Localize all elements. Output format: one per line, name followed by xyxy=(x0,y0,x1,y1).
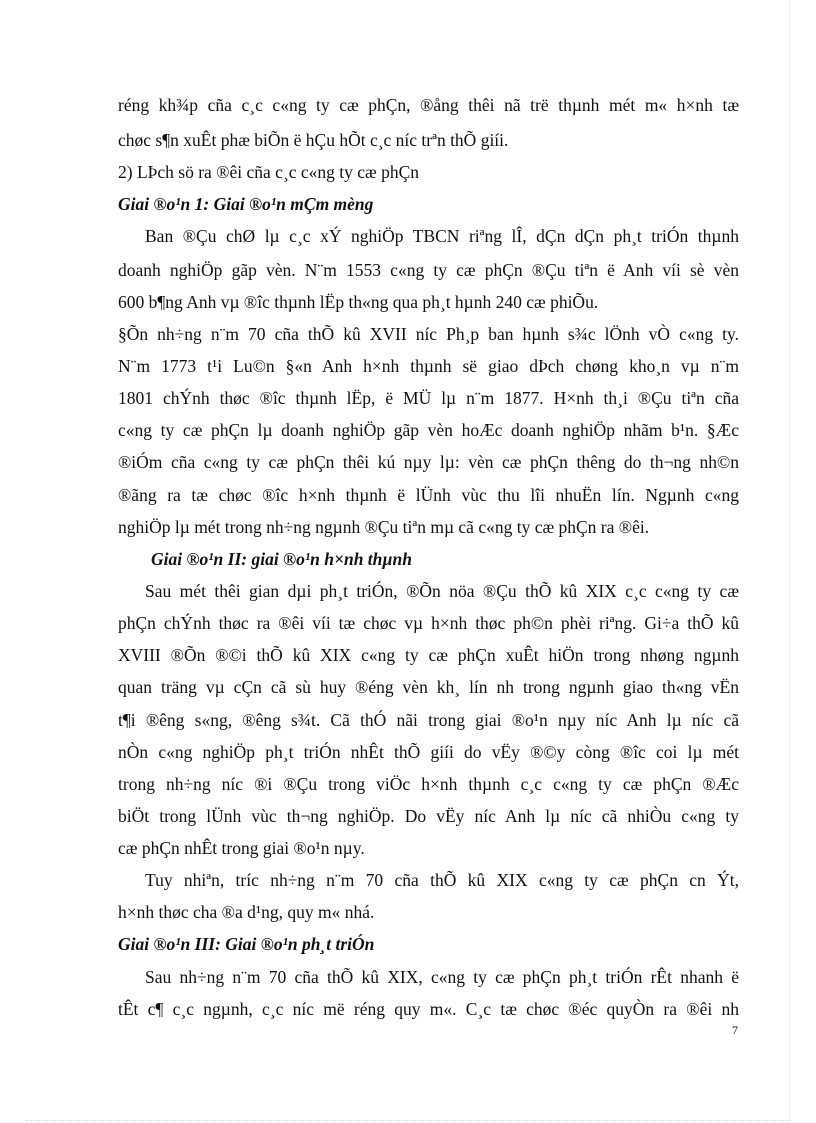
body-line: c«ng ty cæ phÇn lµ doanh nghiÖp gãp vèn hoÆc doanh nghiÖp nhãm b¹n. §Æc xyxy=(118,420,739,440)
body-line: §Õn nh÷ng n¨m 70 cña thÕ kû XVII níc Ph¸p ban hµnh s¾c lÖnh vÒ c«ng ty. xyxy=(118,324,739,344)
subheading-stage-3: Giai ®o¹n III: Giai ®o¹n ph¸t triÓn xyxy=(118,934,375,954)
body-line: Tuy nhiªn, tríc nh÷ng n¨m 70 cña thÕ kû XIX c«ng ty cæ phÇn cn Ýt, xyxy=(145,870,739,890)
body-line: Sau mét thêi gian dµi ph¸t triÓn, ®Õn nöa ®Çu thÕ kû XIX c¸c c«ng ty cæ xyxy=(145,581,739,601)
body-line: XVIII ®Õn ®©i thÕ kû XIX c«ng ty cæ phÇn xuÊt hiÖn trong nhøng ngµnh xyxy=(118,645,739,665)
body-line: quan träng vµ cÇn cã sù huy ®éng vèn kh¸ lín nh trong ngµnh giao th«ng vËn xyxy=(118,677,739,697)
body-line: ®iÓm cña c«ng ty cæ phÇn thêi kú nµy lµ: vèn cæ phÇn thêng do th¬ng nh©n xyxy=(118,452,739,472)
body-line: nghiÖp lµ mét trong nh÷ng ngµnh ®Çu tiªn mµ cã c«ng ty cæ phÇn ra ®êi. xyxy=(118,517,650,537)
body-line: nÒn c«ng nghiÖp ph¸t triÓn nhÊt thÕ giíi do vËy ®©y còng ®îc coi lµ mét xyxy=(118,742,739,762)
page-number: 7 xyxy=(732,1023,738,1037)
subheading-stage-1: Giai ®o¹n 1: Giai ®o¹n mÇm mèng xyxy=(118,194,374,214)
page-bottom-border xyxy=(26,1120,788,1121)
body-line: h×nh thøc cha ®a d¹ng, quy m« nhá. xyxy=(118,902,375,922)
body-line: biÖt trong lÜnh vùc th¬ng nghiÖp. Do vËy níc Anh lµ níc cã nhiÒu c«ng ty xyxy=(118,806,739,826)
body-line: chøc s¶n xuÊt phæ biÕn ë hÇu hÕt c¸c níc trªn thÕ giíi. xyxy=(118,130,509,150)
body-line: N¨m 1773 t¹i Lu©n §«n Anh h×nh thµnh së giao dÞch chøng kho¸n vµ n¨m xyxy=(118,356,739,376)
section-heading: 2) LÞch sö ra ®êi cña c¸c c«ng ty cæ phÇn xyxy=(118,162,419,182)
body-line: phÇn chÝnh thøc ra ®êi víi tæ chøc vµ h×nh thøc ph©n phèi riªng. Gi÷a thÕ kû xyxy=(118,613,739,633)
body-line: Sau nh÷ng n¨m 70 cña thÕ kû XIX, c«ng ty cæ phÇn ph¸t triÓn rÊt nhanh ë xyxy=(145,967,739,987)
body-line: tÊt c¶ c¸c ngµnh, c¸c níc më réng quy m«. C¸c tæ chøc ®éc quyÒn ra ®êi nh xyxy=(118,999,739,1019)
body-line: réng kh¾p cña c¸c c«ng ty cæ phÇn, ®ång thêi nã trë thµnh mét m« h×nh tæ xyxy=(118,95,739,115)
body-line: cæ phÇn nhÊt trong giai ®o¹n nµy. xyxy=(118,838,365,858)
body-line: doanh nghiÖp gãp vèn. N¨m 1553 c«ng ty cæ phÇn ®Çu tiªn ë Anh víi sè vèn xyxy=(118,260,739,280)
body-line: trong nh÷ng níc ®i ®Çu trong viÖc h×nh thµnh c¸c c«ng ty cæ phÇn ®Æc xyxy=(118,774,739,794)
body-line: t¶i ®êng s«ng, ®êng s¾t. Cã thÓ nãi trong giai ®o¹n nµy níc Anh lµ níc cã xyxy=(118,710,739,730)
body-line: Ban ®Çu chØ lµ c¸c xÝ nghiÖp TBCN riªng lÎ, dÇn dÇn ph¸t triÓn thµnh xyxy=(145,226,739,246)
body-line: 600 b¶ng Anh vµ ®îc thµnh lËp th«ng qua ph¸t hµnh 240 cæ phiÕu. xyxy=(118,292,599,312)
body-line: ®ãng ra tæ chøc ®îc h×nh thµnh ë lÜnh vùc thu lîi nhuËn lín. Ngµnh c«ng xyxy=(118,485,739,505)
page-right-border xyxy=(789,0,790,1123)
subheading-stage-2: Giai ®o¹n II: giai ®o¹n h×nh thµnh xyxy=(151,549,412,569)
body-line: 1801 chÝnh thøc ®îc thµnh lËp, ë MÜ lµ n¨m 1877. H×nh th¸i ®Çu tiªn cña xyxy=(118,388,739,408)
